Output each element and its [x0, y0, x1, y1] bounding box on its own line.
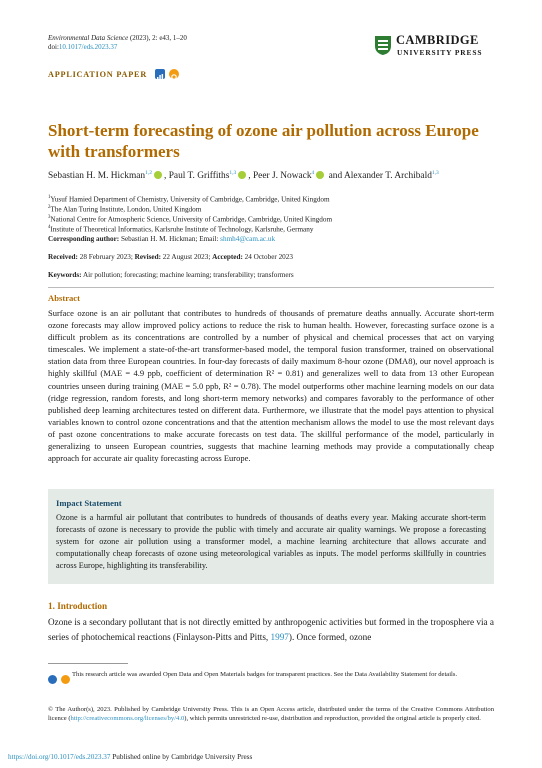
affiliation-num: 1 — [48, 195, 51, 200]
author-separator: , — [164, 171, 169, 182]
introduction-text — [48, 615, 494, 644]
article-type: APPLICATION PAPER — [48, 70, 148, 79]
corresponding-label: Corresponding author: — [48, 235, 120, 243]
author-name[interactable]: Alexander T. Archibald — [343, 171, 432, 182]
footer-published: Published online by Cambridge University Press — [110, 753, 253, 761]
journal-info: (2023), 2: e43, 1–20 — [128, 34, 187, 42]
copyright-text: ), which permits unrestricted re-use, distribution and reproduction, provided the original article is properly cited. — [184, 715, 481, 722]
article-dates — [48, 253, 293, 261]
footnote-badges — [48, 671, 70, 689]
author-list — [48, 170, 439, 181]
citation-link[interactable]: 1997 — [270, 631, 289, 642]
footnote-rule — [48, 663, 128, 664]
doi-link[interactable]: 10.1017/eds.2023.37 — [58, 43, 118, 51]
corresponding-text: Sebastian H. M. Hickman; Email: — [119, 235, 221, 243]
license-link[interactable]: http://creativecommons.org/licenses/by/4.0 — [70, 715, 185, 722]
abstract-text: Surface ozone is an air pollutant that contributes to hundreds of thousands of premature deaths annually. Accurate short-term ozone forecasts may allow improved policy actions to reduce the risk to human health. However, forecasting surface ozone is a difficult problem as its concentrations are controlled by a number of physical and chemical processes that act on varying timescales. We implement a state-of-the-art transformer-based model, the temporal fusion transformer, trained on observational station data from three European countries. In four-day forecasts of daily maximum 8-hour ozone (DMA8), our novel approach is highly skillful (MAE = 4.9 ppb, coefficient of determination R² = 0.81) and generalizes well to data from 13 other European countries unseen during training (MAE = 5.0 ppb, R² = 0.78). The model outperforms other machine learning models on our data (ridge regression, random forests, and long short-term memory networks) and compares favorably to the performance of other published deep learning architectures tested on different data. Furthermore, we illustrate that the model pays attention to physical variables known to control ozone concentrations and that the attention mechanism allows the model to use the most relevant days of past ozone concentrations to make accurate forecasts on test data. The skillful performance of the model, particularly in generalizing to unseen European countries, suggests that machine learning methods may provide a computationally cheap approach for accurate air quality forecasting across Europe. — [48, 308, 494, 464]
affiliation-num: 3 — [48, 215, 51, 220]
received-date: 28 February 2023; — [77, 253, 135, 261]
article-title: Short-term forecasting of ozone air pollution across Europe with transformers — [48, 121, 479, 161]
author-affil-sup: 1,3 — [229, 170, 237, 176]
journal-name: Environmental Data Science — [48, 34, 129, 42]
abstract-heading: Abstract — [48, 293, 80, 303]
publisher-subname: UNIVERSITY PRESS — [397, 48, 483, 57]
accepted-label: Accepted: — [212, 253, 243, 261]
received-label: Received: — [48, 253, 78, 261]
doi-prefix: doi: — [48, 43, 59, 51]
keywords-text: Air pollution; forecasting; machine learning; transferability; transformers — [81, 271, 294, 279]
author-affil-sup: 1,3 — [431, 170, 439, 176]
affiliation-text: Yusuf Hamied Department of Chemistry, University of Cambridge, Cambridge, United Kingdom — [50, 195, 330, 204]
author-separator: , — [248, 171, 253, 182]
footnote-text: This research article was awarded Open Data and Open Materials badges for transparent practices. See the Data Availability Statement for details. — [72, 671, 458, 678]
orcid-icon[interactable] — [238, 171, 246, 179]
open-materials-badge-icon[interactable] — [169, 69, 179, 79]
email-link[interactable]: shmh4@cam.ac.uk — [220, 235, 276, 243]
orcid-icon[interactable] — [154, 171, 162, 179]
keywords — [48, 271, 294, 279]
open-data-small-icon — [48, 675, 57, 684]
journal-header — [48, 34, 187, 52]
affiliation-num: 4 — [48, 225, 51, 230]
corresponding-author — [48, 234, 275, 245]
footer-doi — [8, 753, 252, 761]
author-name[interactable]: Sebastian H. M. Hickman — [48, 171, 146, 182]
affiliation-text: The Alan Turing Institute, London, United Kingdom — [50, 205, 202, 214]
open-materials-small-icon — [61, 675, 70, 684]
open-data-badge-icon[interactable] — [155, 69, 165, 79]
copyright-text: © The Author(s), 2023. Published by Cambridge University Press. This is an Open Access article, distributed under the terms of the Creative Commons Attribution licence ( — [48, 706, 494, 722]
accepted-date: 24 October 2023 — [242, 253, 293, 261]
keywords-label: Keywords: — [48, 271, 82, 279]
divider — [48, 287, 494, 288]
impact-heading: Impact Statement — [56, 498, 122, 508]
section-heading-introduction: 1. Introduction — [48, 601, 108, 611]
author-separator: and — [326, 171, 344, 182]
author-affil-sup: 4 — [311, 170, 315, 176]
orcid-icon[interactable] — [316, 171, 324, 179]
author-name[interactable]: Paul T. Griffiths — [168, 171, 230, 182]
author-name[interactable]: Peer J. Nowack — [252, 171, 312, 182]
footer-doi-link[interactable]: https://doi.org/10.1017/eds.2023.37 — [8, 753, 111, 761]
copyright-notice — [48, 705, 494, 723]
revised-label: Revised: — [134, 253, 161, 261]
revised-date: 22 August 2023; — [161, 253, 213, 261]
impact-text: Ozone is a harmful air pollutant that contributes to hundreds of thousands of deaths every year. Making accurate short-term forecasts of ozone is necessary to provide the public with timely and accurate air quality warnings. We propose a forecasting system for ozone air pollution using a transformer model, a machine learning architecture that allows accurate and computationally cheap forecasts of ozone using meteorological variables as inputs. The model performs skillfully in countries across Europe, highlighting its transferability. — [56, 513, 486, 571]
affiliation-text: Institute of Theoretical Informatics, Karlsruhe Institute of Technology, Karlsruhe, Germany — [50, 225, 314, 234]
publisher-name: CAMBRIDGE — [396, 33, 479, 47]
affiliation-text: National Centre for Atmospheric Science, University of Cambridge, Cambridge, United Kingdom — [50, 215, 333, 224]
author-affil-sup: 1,2 — [145, 170, 152, 176]
affiliation-num: 2 — [48, 205, 51, 210]
cambridge-crest-icon — [373, 34, 393, 56]
intro-text-part: Ozone is a secondary pollutant that is not directly emitted by anthropogenic activities but formed in the troposphere via a series of photochemical reactions (Finlayson-Pitts and Pitts, — [48, 617, 494, 642]
intro-text-part: ). Once formed, ozone — [288, 631, 372, 642]
